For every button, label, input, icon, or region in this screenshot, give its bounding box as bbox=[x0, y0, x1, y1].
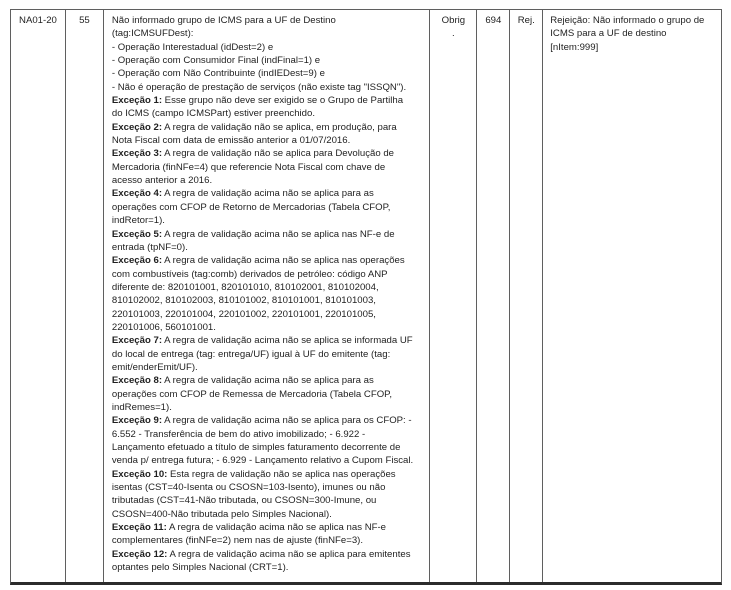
description-line: Exceção 1: Esse grupo não deve ser exigido se o Grupo de Partilha bbox=[111, 95, 404, 107]
obligation-line: Obrig bbox=[441, 15, 466, 26]
description-line: - Operação com Não Contribuinte (indIEDest=9) e bbox=[111, 68, 325, 80]
description-line: Exceção 4: A regra de validação acima não se aplica para as bbox=[111, 188, 374, 200]
rejection-line: ICMS para a UF de destino bbox=[550, 28, 667, 40]
field-number-cell bbox=[66, 10, 104, 582]
description-line: Exceção 10: Esta regra de validação não se aplica nas operações bbox=[111, 468, 396, 480]
exception-label: Exceção 5: bbox=[111, 228, 163, 240]
exception-label: Exceção 12: bbox=[111, 548, 168, 560]
description-line: com combustíveis (tag:comb) derivados de petróleo: código ANP bbox=[111, 268, 388, 280]
description-line: Exceção 3: A regra de validação não se aplica para Devolução de bbox=[111, 148, 395, 160]
description-line: do ICMS (campo ICMSPart) estiver preenchido. bbox=[111, 108, 316, 120]
exception-label: Exceção 3: bbox=[111, 148, 163, 160]
exception-label: Exceção 1: bbox=[111, 95, 163, 107]
description-line: (tag:ICMSUFDest): bbox=[111, 28, 194, 40]
description-line: isentas (CST=40-Isenta ou CSOSN=103-Isento), imunes ou não bbox=[111, 482, 386, 494]
description-line: 810102002, 810102003, 810101002, 810101001, 810101003, bbox=[111, 295, 376, 307]
description-line: 220101006, 560101001. bbox=[111, 321, 216, 333]
description-line: diferente de: 820101001, 820101010, 810102001, 810102004, bbox=[111, 281, 379, 293]
description-line: Exceção 12: A regra de validação acima não se aplica para emitentes bbox=[111, 548, 411, 560]
description-line: venda p/ entrega futura; - 6.929 - Lançamento relativo a Cupom Fiscal. bbox=[111, 455, 414, 467]
description-line: acesso anterior a 2016. bbox=[111, 175, 213, 187]
description-line: do local de entrega (tag: entrega/UF) igual à UF do emitente (tag: bbox=[111, 348, 391, 360]
validation-rules-table bbox=[10, 9, 722, 585]
description-line: 6.552 - Transferência de bem do ativo imobilizado; - 6.922 - bbox=[111, 428, 366, 440]
description-line: Exceção 9: A regra de validação acima não se aplica para os CFOP: - bbox=[111, 415, 412, 427]
description-line: Nota Fiscal com data de emissão anterior a 01/07/2016. bbox=[111, 135, 351, 147]
description-line: - Não é operação de prestação de serviços (não existe tag "ISSQN"). bbox=[111, 81, 407, 93]
exception-label: Exceção 9: bbox=[111, 415, 163, 427]
effect: Rej. bbox=[517, 15, 535, 26]
exception-label: Exceção 10: bbox=[111, 468, 168, 480]
description-line: Exceção 8: A regra de validação acima não se aplica para as bbox=[111, 375, 374, 387]
description-line: tributadas (CST=41-Não tributada, ou CSOSN=300-Imune, ou bbox=[111, 495, 377, 507]
description-line: emit/enderEmit/UF). bbox=[111, 361, 198, 373]
description-line: entrada (tpNF=0). bbox=[111, 241, 188, 253]
description-line: indRemes=1). bbox=[111, 401, 172, 413]
description-line: operações com CFOP de Remessa de Mercadoria (Tabela CFOP, bbox=[111, 388, 392, 400]
rule-id: NA01-20 bbox=[19, 15, 57, 26]
field-number: 55 bbox=[79, 15, 90, 26]
description-line: Mercadoria (finNFe=4) que referencie Nota Fiscal com chave de bbox=[111, 161, 386, 173]
description-line: complementares (finNFe=2) nem nas de ajuste (finNFe=3). bbox=[111, 535, 364, 547]
rejection-line: Rejeição: Não informado o grupo de bbox=[550, 15, 705, 26]
description-line: Exceção 2: A regra de validação não se aplica, em produção, para bbox=[111, 121, 397, 133]
description-line: - Operação com Consumidor Final (indFinal=1) e bbox=[111, 55, 321, 67]
description-line: CSOSN=400-Não tributada pelo Simples Nacional). bbox=[111, 508, 332, 520]
obligation-line: . bbox=[452, 28, 455, 40]
description-line: Lançamento efetuado a título de simples faturamento decorrente de bbox=[111, 442, 401, 453]
exception-label: Exceção 7: bbox=[111, 335, 163, 347]
description-line: optantes pelo Simples Nacional (CRT=1). bbox=[111, 562, 289, 574]
exception-label: Exceção 11: bbox=[111, 522, 167, 534]
description-cell bbox=[104, 10, 431, 582]
description-line: 220101003, 220101004, 220101002, 220101001, 220101005, bbox=[111, 308, 376, 320]
rejection-line: [nItem:999] bbox=[550, 41, 599, 53]
description-line: Exceção 5: A regra de validação acima não se aplica nas NF-e de bbox=[111, 228, 395, 240]
description-line: indRetor=1). bbox=[111, 215, 165, 227]
exception-label: Exceção 4: bbox=[111, 188, 163, 200]
rule-id-cell bbox=[11, 10, 66, 582]
obligation-cell bbox=[430, 10, 477, 582]
exception-label: Exceção 2: bbox=[111, 121, 163, 133]
description-line: - Operação Interestadual (idDest=2) e bbox=[111, 41, 274, 53]
status-code: 694 bbox=[485, 15, 502, 26]
description-line: Não informado grupo de ICMS para a UF de Destino bbox=[111, 15, 336, 26]
rejection-message-cell bbox=[543, 10, 721, 582]
description-line: operações com CFOP de Retorno de Mercadorias (Tabela CFOP, bbox=[111, 201, 391, 213]
effect-cell bbox=[510, 10, 543, 582]
exception-label: Exceção 6: bbox=[111, 255, 163, 267]
description-line: Exceção 11: A regra de validação acima não se aplica nas NF-e bbox=[111, 522, 387, 534]
exception-label: Exceção 8: bbox=[111, 375, 163, 387]
status-code-cell bbox=[477, 10, 510, 582]
description-line: Exceção 6: A regra de validação acima não se aplica nas operações bbox=[111, 255, 405, 267]
description-line: Exceção 7: A regra de validação acima não se aplica se informada UF bbox=[111, 335, 413, 347]
